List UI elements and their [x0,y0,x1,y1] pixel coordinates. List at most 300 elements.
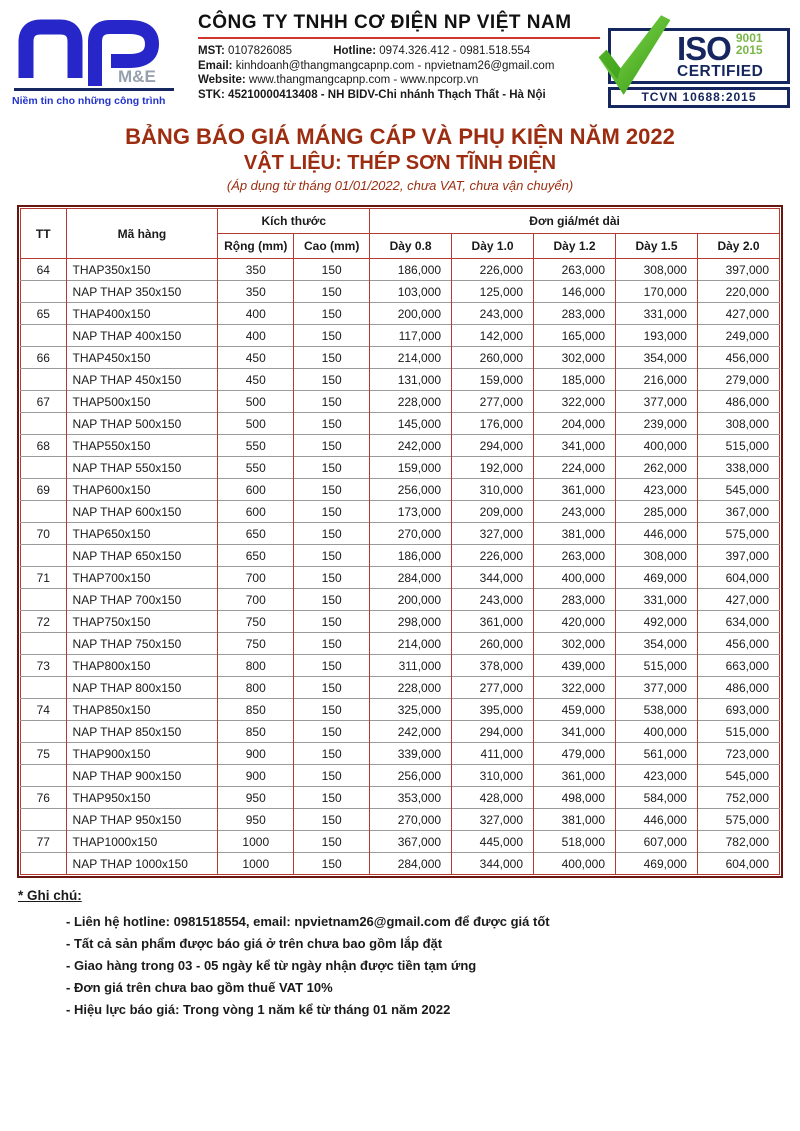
price-table-header [21,209,780,259]
table-cell [21,457,67,479]
table-row [21,259,780,281]
table-cell: 70 [21,523,67,545]
table-cell: 397,000 [697,545,779,567]
iso-year: 2015 [735,42,763,57]
table-cell: 752,000 [697,787,779,809]
table-cell [21,721,67,743]
table-cell: 400,000 [616,435,698,457]
table-cell: NAP THAP 400x150 [66,325,218,347]
table-cell: 377,000 [616,391,698,413]
table-cell: 479,000 [534,743,616,765]
note-item: - Hiệu lực báo giá: Trong vòng 1 năm kể từ tháng 01 năm 2022 [66,1002,451,1017]
table-cell: 294,000 [452,435,534,457]
table-cell: 344,000 [452,853,534,875]
table-cell: 173,000 [370,501,452,523]
table-cell: 750 [218,633,294,655]
col-header-ma-hang: Mã hàng [66,209,218,259]
table-cell: 242,000 [370,435,452,457]
table-cell: 145,000 [370,413,452,435]
table-cell: 341,000 [534,721,616,743]
table-cell: 262,000 [616,457,698,479]
table-cell: 322,000 [534,391,616,413]
table-cell: 243,000 [452,303,534,325]
table-cell: 607,000 [616,831,698,853]
table-cell: 400,000 [534,853,616,875]
table-cell: 298,000 [370,611,452,633]
page-header [0,0,800,108]
table-cell: 193,000 [616,325,698,347]
table-row [21,633,780,655]
table-cell: 900 [218,743,294,765]
table-cell: THAP450x150 [66,347,218,369]
contact-line-mst [198,44,598,59]
table-cell: 224,000 [534,457,616,479]
table-cell: 354,000 [616,633,698,655]
table-cell: 150 [294,853,370,875]
table-cell: 186,000 [370,545,452,567]
table-cell: 150 [294,743,370,765]
table-cell: 64 [21,259,67,281]
table-cell: 125,000 [452,281,534,303]
title-line-2: VẬT LIỆU: THÉP SƠN TĨNH ĐIỆN [243,152,557,174]
table-cell: THAP350x150 [66,259,218,281]
company-logo [12,12,190,107]
table-cell: 354,000 [616,347,698,369]
table-cell: 72 [21,611,67,633]
table-cell: 226,000 [452,545,534,567]
table-cell: 159,000 [452,369,534,391]
table-cell: 68 [21,435,67,457]
mst-label: MST: [198,45,225,57]
notes-heading: * Ghi chú: [18,888,82,903]
table-cell: 310,000 [452,479,534,501]
table-row [21,611,780,633]
logo-tagline: Niềm tin cho những công trình [12,95,166,107]
table-cell [21,633,67,655]
table-cell: 378,000 [452,655,534,677]
table-cell: 283,000 [534,303,616,325]
table-cell: NAP THAP 700x150 [66,589,218,611]
table-cell: 228,000 [370,677,452,699]
table-cell: 200,000 [370,303,452,325]
table-cell: 500 [218,391,294,413]
table-cell: 150 [294,413,370,435]
table-cell: 500 [218,413,294,435]
table-cell: 850 [218,699,294,721]
table-cell: 450 [218,369,294,391]
table-cell: 150 [294,831,370,853]
table-cell: 117,000 [370,325,452,347]
table-cell: 159,000 [370,457,452,479]
title-line-3: (Áp dụng từ tháng 01/01/2022, chưa VAT, chưa vận chuyển) [226,178,574,193]
notes-list [66,911,800,1021]
table-cell: 420,000 [534,611,616,633]
table-cell: 604,000 [697,853,779,875]
table-cell: 131,000 [370,369,452,391]
table-cell: 381,000 [534,523,616,545]
col-header-day-10: Dày 1.0 [452,234,534,259]
table-cell: 344,000 [452,567,534,589]
table-row [21,523,780,545]
table-cell: NAP THAP 900x150 [66,765,218,787]
price-table-body [21,259,780,875]
table-cell: 150 [294,567,370,589]
logo-me-text: M&E [118,67,156,86]
table-cell: 150 [294,809,370,831]
logo-divider [14,88,174,91]
contact-line-email [198,59,598,74]
col-header-day-20: Dày 2.0 [697,234,779,259]
table-cell: 423,000 [616,479,698,501]
table-cell: THAP400x150 [66,303,218,325]
table-cell: 700 [218,589,294,611]
table-cell: 361,000 [534,479,616,501]
table-cell: 338,000 [697,457,779,479]
table-cell: 331,000 [616,589,698,611]
table-cell: 150 [294,523,370,545]
col-header-kich-thuoc: Kích thước [218,209,370,234]
table-cell: 260,000 [452,633,534,655]
table-row [21,281,780,303]
table-cell: 584,000 [616,787,698,809]
table-row [21,567,780,589]
table-cell: 377,000 [616,677,698,699]
table-cell: NAP THAP 350x150 [66,281,218,303]
table-cell: 518,000 [534,831,616,853]
table-cell: 176,000 [452,413,534,435]
table-cell: 950 [218,787,294,809]
table-cell: 270,000 [370,809,452,831]
table-cell [21,809,67,831]
table-cell: 283,000 [534,589,616,611]
mst-value: 0107826085 [228,45,293,57]
notes-section [18,888,800,1021]
table-cell: 456,000 [697,633,779,655]
table-cell: NAP THAP 550x150 [66,457,218,479]
table-cell: 260,000 [452,347,534,369]
table-cell: 634,000 [697,611,779,633]
table-cell [21,501,67,523]
price-table-frame [17,205,783,878]
table-cell: 150 [294,721,370,743]
table-cell: 395,000 [452,699,534,721]
table-cell: 1000 [218,853,294,875]
table-cell [21,369,67,391]
table-cell [21,853,67,875]
table-cell: 277,000 [452,391,534,413]
table-cell: 73 [21,655,67,677]
table-cell: 66 [21,347,67,369]
table-row [21,655,780,677]
table-cell: 150 [294,479,370,501]
table-cell: 550 [218,457,294,479]
table-cell: 492,000 [616,611,698,633]
table-cell: 538,000 [616,699,698,721]
note-item: - Liên hệ hotline: 0981518554, email: npvietnam26@gmail.com để được giá tốt [66,914,550,929]
table-cell: 204,000 [534,413,616,435]
hotline-label: Hotline: [333,45,377,57]
table-cell: 900 [218,765,294,787]
table-cell: 575,000 [697,809,779,831]
table-row [21,545,780,567]
iso-certified-text: CERTIFIED [677,62,764,80]
table-cell: 331,000 [616,303,698,325]
table-cell: 243,000 [452,589,534,611]
np-logo-icon [12,12,180,86]
table-cell: 400 [218,303,294,325]
table-cell: 228,000 [370,391,452,413]
col-header-cao: Cao (mm) [294,234,370,259]
table-cell: 308,000 [616,545,698,567]
col-header-day-15: Dày 1.5 [616,234,698,259]
table-cell: 353,000 [370,787,452,809]
table-row [21,347,780,369]
table-row [21,743,780,765]
table-cell: 150 [294,611,370,633]
table-cell: 450 [218,347,294,369]
table-cell: THAP900x150 [66,743,218,765]
table-cell: NAP THAP 650x150 [66,545,218,567]
table-cell: 427,000 [697,589,779,611]
table-cell: 71 [21,567,67,589]
table-cell: THAP800x150 [66,655,218,677]
table-cell: 469,000 [616,567,698,589]
table-cell: NAP THAP 950x150 [66,809,218,831]
table-cell: 103,000 [370,281,452,303]
table-row [21,413,780,435]
table-cell: 308,000 [697,413,779,435]
note-item: - Tất cả sản phẩm được báo giá ở trên chưa bao gồm lắp đặt [66,936,443,951]
table-cell: 750 [218,611,294,633]
table-cell: 165,000 [534,325,616,347]
table-cell: 77 [21,831,67,853]
table-cell [21,545,67,567]
table-cell: 650 [218,545,294,567]
table-cell: THAP1000x150 [66,831,218,853]
table-row [21,369,780,391]
company-name-underline [198,37,600,39]
table-cell: 663,000 [697,655,779,677]
table-cell: THAP850x150 [66,699,218,721]
table-cell: 263,000 [534,545,616,567]
table-cell: 243,000 [534,501,616,523]
table-cell: 310,000 [452,765,534,787]
table-cell: THAP750x150 [66,611,218,633]
table-cell: 327,000 [452,523,534,545]
table-cell: 150 [294,501,370,523]
table-cell: 150 [294,303,370,325]
table-cell: 150 [294,589,370,611]
table-row [21,699,780,721]
table-cell: 192,000 [452,457,534,479]
table-cell: 723,000 [697,743,779,765]
table-cell: 302,000 [534,633,616,655]
table-cell: 150 [294,765,370,787]
table-cell: 150 [294,545,370,567]
table-cell: 428,000 [452,787,534,809]
table-cell: 561,000 [616,743,698,765]
table-row [21,391,780,413]
table-cell: NAP THAP 500x150 [66,413,218,435]
table-cell: THAP600x150 [66,479,218,501]
table-cell: 279,000 [697,369,779,391]
table-cell: 650 [218,523,294,545]
table-cell: 186,000 [370,259,452,281]
table-cell: 550 [218,435,294,457]
table-cell: NAP THAP 750x150 [66,633,218,655]
email-label: Email: [198,59,233,72]
price-table [20,208,780,875]
table-cell: 294,000 [452,721,534,743]
table-cell: 150 [294,633,370,655]
table-cell: 284,000 [370,853,452,875]
table-cell: 65 [21,303,67,325]
table-cell: 74 [21,699,67,721]
table-row [21,721,780,743]
table-cell: 400,000 [616,721,698,743]
table-cell: 439,000 [534,655,616,677]
table-cell: 277,000 [452,677,534,699]
table-row [21,479,780,501]
iso-text: ISO [677,29,731,67]
table-cell: 423,000 [616,765,698,787]
table-cell: 850 [218,721,294,743]
contact-line-stk [198,88,598,103]
table-row [21,435,780,457]
table-cell: NAP THAP 450x150 [66,369,218,391]
table-cell: 146,000 [534,281,616,303]
table-row [21,787,780,809]
table-cell: 150 [294,457,370,479]
table-cell: 545,000 [697,765,779,787]
note-item: - Giao hàng trong 03 - 05 ngày kể từ ngày nhận được tiền tạm ứng [66,958,477,973]
table-cell: 545,000 [697,479,779,501]
table-cell: 256,000 [370,765,452,787]
table-cell: 800 [218,677,294,699]
website-value: www.thangmangcapnp.com - www.npcorp.vn [248,74,479,86]
table-cell: 76 [21,787,67,809]
table-row [21,325,780,347]
table-cell: THAP950x150 [66,787,218,809]
table-cell: 782,000 [697,831,779,853]
table-cell: 600 [218,501,294,523]
table-cell: 216,000 [616,369,698,391]
table-cell: 367,000 [370,831,452,853]
table-cell: 361,000 [452,611,534,633]
table-cell: 214,000 [370,633,452,655]
col-header-don-gia: Đơn giá/mét dài [370,209,780,234]
table-cell: 285,000 [616,501,698,523]
table-cell: 367,000 [697,501,779,523]
table-cell: 150 [294,699,370,721]
company-name: CÔNG TY TNHH CƠ ĐIỆN NP VIỆT NAM [198,12,572,33]
website-label: Website: [198,74,246,86]
table-cell: 339,000 [370,743,452,765]
hotline-value: 0974.326.412 - 0981.518.554 [379,45,531,57]
table-cell: 150 [294,369,370,391]
note-item: - Đơn giá trên chưa bao gồm thuế VAT 10% [66,980,333,995]
table-cell: 327,000 [452,809,534,831]
table-cell: 256,000 [370,479,452,501]
table-cell [21,413,67,435]
table-cell: THAP500x150 [66,391,218,413]
table-cell: 150 [294,435,370,457]
iso-badge [598,28,790,108]
table-cell: 1000 [218,831,294,853]
table-row [21,765,780,787]
table-cell: 456,000 [697,347,779,369]
table-cell: 226,000 [452,259,534,281]
table-row [21,589,780,611]
table-cell: 381,000 [534,809,616,831]
table-cell: 242,000 [370,721,452,743]
table-cell: 445,000 [452,831,534,853]
email-value: kinhdoanh@thangmangcapnp.com - npvietnam26@gmail.com [235,59,555,72]
table-row [21,831,780,853]
table-row [21,501,780,523]
table-cell: 486,000 [697,391,779,413]
table-cell: THAP650x150 [66,523,218,545]
table-cell: 341,000 [534,435,616,457]
table-row [21,809,780,831]
table-cell: 361,000 [534,765,616,787]
table-cell: 700 [218,567,294,589]
table-cell: 209,000 [452,501,534,523]
table-cell: 498,000 [534,787,616,809]
table-cell: 239,000 [616,413,698,435]
title-line-1: BẢNG BÁO GIÁ MÁNG CÁP VÀ PHỤ KIỆN NĂM 2022 [125,124,675,149]
contact-line-website [198,73,598,88]
table-cell [21,765,67,787]
table-cell: 350 [218,281,294,303]
table-row [21,303,780,325]
table-cell: 150 [294,655,370,677]
table-cell: THAP700x150 [66,567,218,589]
table-row [21,677,780,699]
checkmark-icon [594,12,672,102]
table-cell: 69 [21,479,67,501]
table-cell: 397,000 [697,259,779,281]
table-row [21,457,780,479]
table-cell: 515,000 [616,655,698,677]
table-cell [21,281,67,303]
table-cell: 446,000 [616,809,698,831]
table-cell: 150 [294,325,370,347]
table-cell: 350 [218,259,294,281]
table-cell: 150 [294,347,370,369]
table-cell: 270,000 [370,523,452,545]
company-info [190,12,598,102]
table-cell: 311,000 [370,655,452,677]
table-cell: 302,000 [534,347,616,369]
table-row [21,853,780,875]
col-header-tt: TT [21,209,67,259]
table-cell: 75 [21,743,67,765]
table-cell: NAP THAP 1000x150 [66,853,218,875]
table-cell: 214,000 [370,347,452,369]
col-header-rong: Rộng (mm) [218,234,294,259]
table-cell: 150 [294,281,370,303]
table-cell: 150 [294,787,370,809]
table-cell: 142,000 [452,325,534,347]
table-cell [21,325,67,347]
iso-standard: 9001 [735,30,763,45]
table-cell: 284,000 [370,567,452,589]
table-cell: 411,000 [452,743,534,765]
table-cell: 400 [218,325,294,347]
table-cell: 604,000 [697,567,779,589]
table-cell: 486,000 [697,677,779,699]
